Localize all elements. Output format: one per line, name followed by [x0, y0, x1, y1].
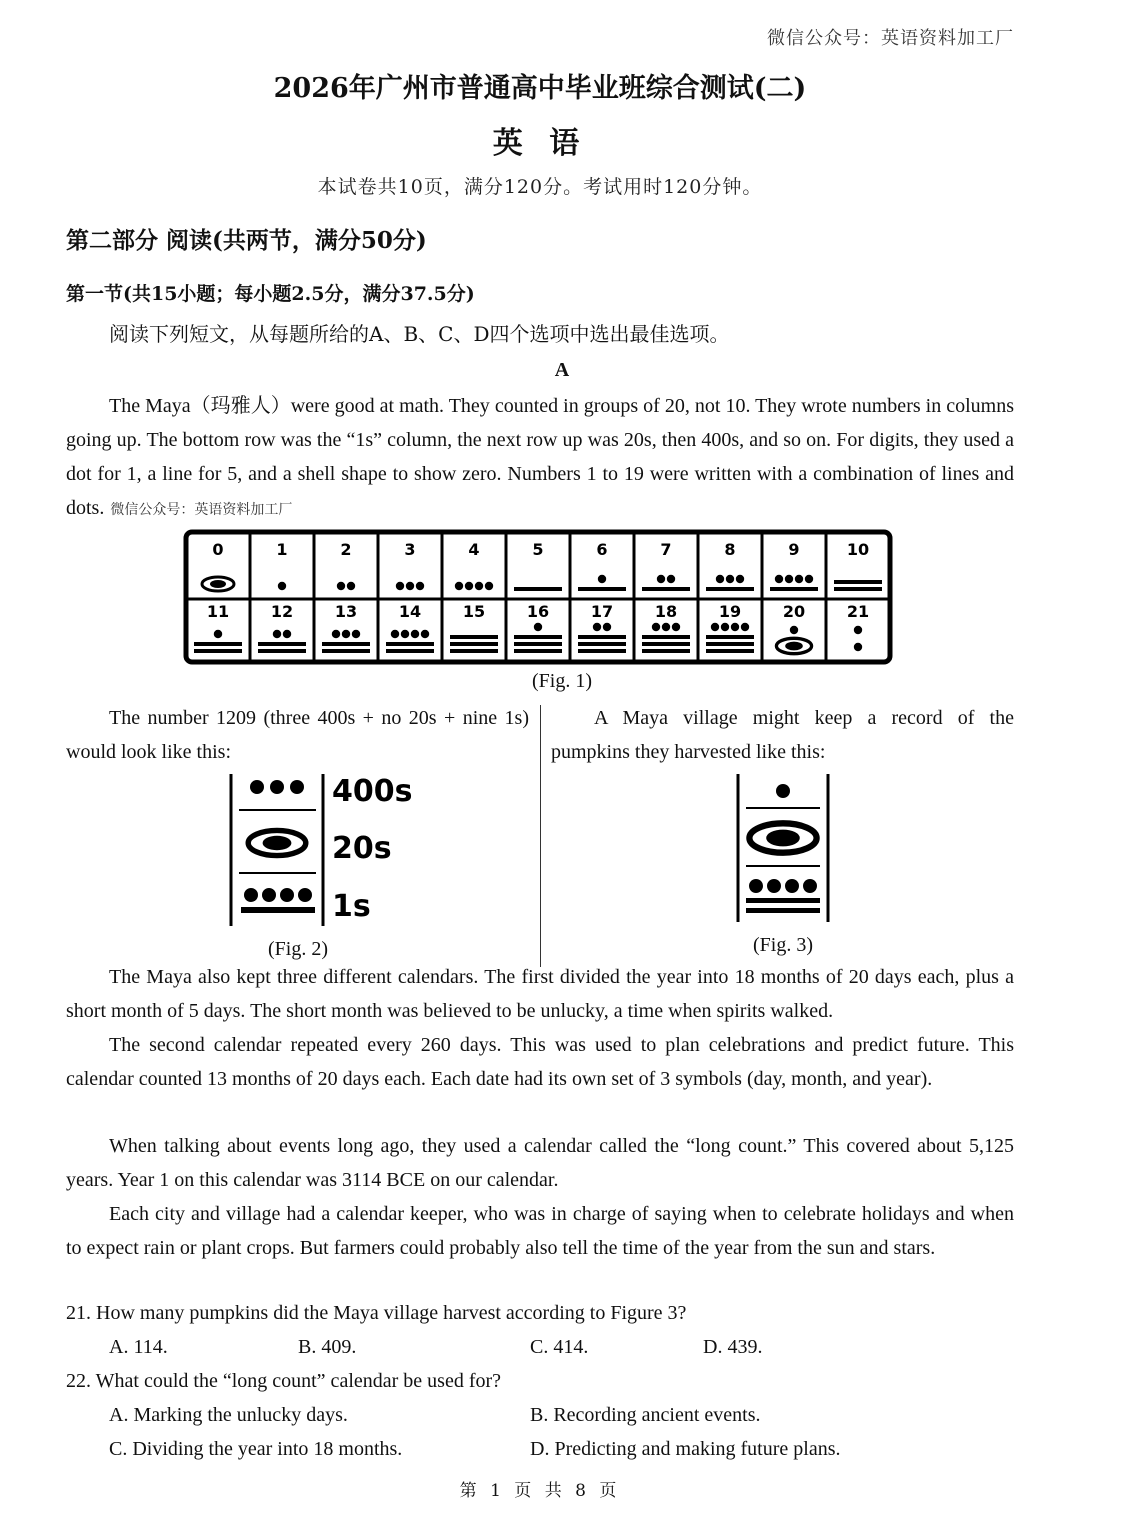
- fig2-shell-zero-icon: [248, 830, 306, 855]
- numeral-dot: [352, 630, 360, 638]
- numeral-label: 2: [340, 540, 352, 559]
- numeral-label: 10: [846, 540, 870, 559]
- numeral-dot: [741, 623, 749, 631]
- numeral-bar: [642, 635, 690, 639]
- passage-label: A: [554, 359, 570, 381]
- question-22-stem: 22. What could the “long count” calendar be used for?: [66, 1370, 502, 1392]
- numeral-dot: [401, 630, 409, 638]
- maya-numeral: [450, 635, 498, 653]
- numeral-dot: [795, 575, 803, 583]
- numeral-bar: [450, 642, 498, 646]
- numeral-dot: [736, 575, 744, 583]
- maya-numeral: [396, 582, 424, 590]
- fig3-dot: [803, 879, 817, 893]
- numeral-dot: [396, 582, 404, 590]
- numeral-dot: [652, 623, 660, 631]
- subject-title: 英 语: [492, 126, 588, 161]
- question-21-option-b[interactable]: B. 409.: [298, 1336, 357, 1358]
- numeral-bar: [322, 649, 370, 653]
- numeral-bar: [706, 635, 754, 639]
- numeral-dot: [593, 623, 601, 631]
- numeral-dot: [805, 575, 813, 583]
- numeral-bar: [706, 587, 754, 591]
- numeral-dot: [731, 623, 739, 631]
- numeral-dot: [347, 582, 355, 590]
- numeral-label: 8: [724, 540, 736, 559]
- shell-zero-icon: [776, 638, 811, 653]
- fig3-caption: (Fig. 3): [753, 934, 813, 956]
- numeral-dot: [785, 575, 793, 583]
- numeral-bar: [194, 642, 242, 646]
- numeral-bar: [642, 642, 690, 646]
- numeral-bar: [770, 587, 818, 591]
- numeral-dot: [416, 582, 424, 590]
- passage-paragraph-3: The second calendar repeated every 260 days. This was used to plan celebrations and predict future. This calendar counted 13 months of 20 days each. Each date had its own set of 3 symbols (day, month, and year).: [66, 1034, 1014, 1090]
- numeral-label: 9: [788, 540, 800, 559]
- exam-title: 2026年广州市普通高中毕业班综合测试(二): [273, 73, 807, 104]
- fig1-caption: (Fig. 1): [532, 670, 592, 692]
- numeral-label: 12: [270, 602, 294, 621]
- exam-info: 本试卷共10页，满分120分。考试用时120分钟。: [317, 176, 763, 198]
- page-footer: 第 1 页 共 8 页: [459, 1481, 621, 1501]
- numeral-dot: [711, 623, 719, 631]
- numeral-bar: [514, 642, 562, 646]
- numeral-bar: [578, 649, 626, 653]
- numeral-dot: [662, 623, 670, 631]
- numeral-dot: [273, 630, 281, 638]
- fig2-dot: [290, 780, 304, 794]
- numeral-label: 0: [212, 540, 224, 559]
- passage-paragraph-4: When talking about events long ago, they used a calendar called the “long count.” This covered about 5,125 years. Year 1 on this calendar was 3114 BCE on our calendar.: [66, 1135, 1014, 1191]
- numeral-bar: [194, 649, 242, 653]
- numeral-dot: [716, 575, 724, 583]
- question-22-option-b[interactable]: B. Recording ancient events.: [530, 1404, 761, 1426]
- numeral-bar: [514, 635, 562, 639]
- numeral-dot: [406, 582, 414, 590]
- fig2-dot: [244, 888, 258, 902]
- numeral-bar: [322, 642, 370, 646]
- question-21-option-c[interactable]: C. 414.: [530, 1336, 589, 1358]
- numeral-bar: [642, 587, 690, 591]
- fig2-label-20s: 20s: [332, 831, 392, 866]
- numeral-bar: [386, 649, 434, 653]
- numeral-bar: [706, 649, 754, 653]
- numeral-bar: [514, 587, 562, 591]
- passage-paragraph-2: The Maya also kept three different calendars. The first divided the year into 18 months of 20 days each, plus a short month of 5 days. The short month was believed to be unlucky, a time when spirits walked.: [66, 966, 1014, 1022]
- numeral-bar: [834, 580, 882, 584]
- numeral-label: 13: [334, 602, 358, 621]
- maya-numeral: [514, 587, 562, 591]
- numeral-dot: [278, 582, 286, 590]
- numeral-label: 18: [654, 602, 678, 621]
- numeral-label: 3: [404, 540, 416, 559]
- numeral-dot: [421, 630, 429, 638]
- numeral-dot: [657, 575, 665, 583]
- fig2-bar: [241, 907, 315, 913]
- numeral-dot: [775, 575, 783, 583]
- numeral-label: 6: [596, 540, 608, 559]
- fig2-number-1209: [224, 770, 413, 930]
- numeral-dot: [411, 630, 419, 638]
- numeral-label: 20: [782, 602, 806, 621]
- fig3-pumpkin-record: [732, 770, 834, 926]
- passage-paragraph-1: [66, 389, 1014, 527]
- numeral-label: 5: [532, 540, 544, 559]
- fig3-dot: [776, 784, 790, 798]
- numeral-label: 17: [590, 602, 614, 621]
- fig2-dot: [262, 888, 276, 902]
- question-22-option-d[interactable]: D. Predicting and making future plans.: [530, 1438, 841, 1460]
- numeral-bar: [642, 649, 690, 653]
- numeral-dot: [342, 630, 350, 638]
- section-title: 第一节(共15小题；每小题2.5分，满分37.5分): [66, 283, 475, 305]
- numeral-label: 21: [846, 602, 870, 621]
- numeral-bar: [450, 649, 498, 653]
- fig3-shell-zero-icon: [749, 823, 816, 852]
- numeral-dot: [534, 623, 542, 631]
- maya-numeral: [202, 577, 234, 591]
- inline-watermark: 微信公众号：英语资料加工厂: [110, 502, 293, 518]
- numeral-dot: [721, 623, 729, 631]
- numeral-dot: [672, 623, 680, 631]
- fig2-dot: [270, 780, 284, 794]
- fig3-dot: [749, 879, 763, 893]
- numeral-bar: [450, 635, 498, 639]
- header-watermark: 微信公众号：英语资料加工厂: [767, 28, 1014, 49]
- fig3-dot: [767, 879, 781, 893]
- numeral-dot: [598, 575, 606, 583]
- numeral-dot: [337, 582, 345, 590]
- question-21-option-a[interactable]: A. 114.: [109, 1336, 168, 1358]
- question-22-option-c[interactable]: C. Dividing the year into 18 months.: [109, 1438, 403, 1460]
- passage-paragraph-5: Each city and village had a calendar keeper, who was in charge of saying when to celebrate holidays and when to expect rain or plant crops. But farmers could probably also tell the time of the year from the sun and stars.: [66, 1203, 1014, 1259]
- numeral-dot: [455, 582, 463, 590]
- numeral-dot: [790, 626, 798, 634]
- fig2-caption: (Fig. 2): [268, 938, 328, 960]
- numeral-label: 1: [276, 540, 288, 559]
- numeral-bar: [514, 649, 562, 653]
- numeral-dot: [485, 582, 493, 590]
- section-instructions: 阅读下列短文，从每题所给的A、B、C、D四个选项中选出最佳选项。: [109, 322, 730, 346]
- question-21-stem: 21. How many pumpkins did the Maya village harvest according to Figure 3?: [66, 1302, 687, 1324]
- maya-numeral: [278, 582, 286, 590]
- fig2-dot: [298, 888, 312, 902]
- fig2-dot: [280, 888, 294, 902]
- numeral-dot: [667, 575, 675, 583]
- part-title: 第二部分 阅读(共两节，满分50分): [66, 227, 427, 254]
- fig3-bar: [746, 898, 820, 903]
- numeral-bar: [578, 635, 626, 639]
- numeral-dot: [391, 630, 399, 638]
- numeral-label: 15: [462, 602, 486, 621]
- paragraph-1-text: The Maya（玛雅人）were good at math. They counted in groups of 20, not 10. They wrote numbers in columns going up. The bottom row was the “1s” column, the next row up was 20s, then 400s, and so on. For digits, they used a dot for 1, a line for 5, and a shell shape to show zero. Numbers 1 to 19 were written with a combination of lines and dots.: [66, 395, 1014, 519]
- fig3-dot: [785, 879, 799, 893]
- numeral-dot: [854, 626, 862, 634]
- numeral-dot: [283, 630, 291, 638]
- fig2-label-1s: 1s: [332, 889, 371, 924]
- numeral-dot: [726, 575, 734, 583]
- fig2-dot: [250, 780, 264, 794]
- question-21-option-d[interactable]: D. 439.: [703, 1336, 763, 1358]
- fig3-bar: [746, 908, 820, 913]
- numeral-label: 4: [468, 540, 480, 559]
- numeral-bar: [834, 587, 882, 591]
- question-22-option-a[interactable]: A. Marking the unlucky days.: [109, 1404, 348, 1426]
- numeral-dot: [603, 623, 611, 631]
- numeral-dot: [465, 582, 473, 590]
- left-column-text: The number 1209 (three 400s + no 20s + nine 1s) would look like this:: [66, 707, 529, 763]
- numeral-label: 14: [398, 602, 422, 621]
- numeral-label: 16: [526, 602, 550, 621]
- numeral-dot: [854, 643, 862, 651]
- numeral-bar: [578, 587, 626, 591]
- column-divider: [540, 705, 541, 967]
- fig2-label-400s: 400s: [332, 774, 413, 809]
- maya-numeral-table: [184, 530, 892, 664]
- numeral-label: 11: [206, 602, 230, 621]
- numeral-dot: [332, 630, 340, 638]
- numeral-bar: [578, 642, 626, 646]
- right-column-text: A Maya village might keep a record of the pumpkins they harvested like this:: [551, 707, 1014, 763]
- numeral-bar: [258, 649, 306, 653]
- numeral-bar: [706, 642, 754, 646]
- numeral-dot: [214, 630, 222, 638]
- numeral-bar: [258, 642, 306, 646]
- numeral-bar: [386, 642, 434, 646]
- shell-zero-icon: [202, 577, 234, 591]
- numeral-dot: [475, 582, 483, 590]
- numeral-label: 19: [718, 602, 742, 621]
- numeral-label: 7: [660, 540, 672, 559]
